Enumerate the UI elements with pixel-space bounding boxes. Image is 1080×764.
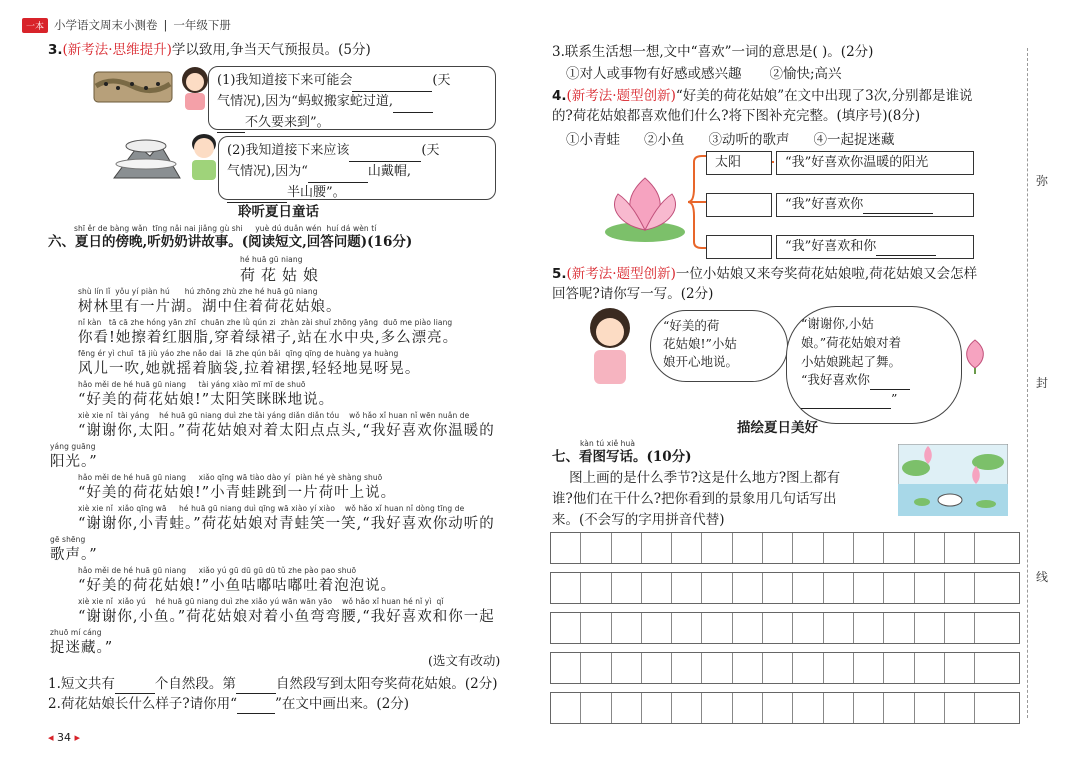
story-pinyin-line: zhuō mí cáng bbox=[50, 628, 102, 637]
writing-grid-cell[interactable] bbox=[551, 693, 581, 723]
story-pinyin-line: xiè xie nǐ tài yáng hé huā gū niang duì zhe tài yáng diǎn diǎn tóu wǒ hǎo xǐ huan nǐ wēn nuǎn de bbox=[78, 411, 470, 420]
writing-grid-cell[interactable] bbox=[702, 613, 732, 643]
writing-grid-cell[interactable] bbox=[702, 533, 732, 563]
blank-proverb-2[interactable] bbox=[308, 182, 368, 183]
writing-grid-cell[interactable] bbox=[945, 653, 975, 683]
bubble-lotus-reply: “谢谢你,小姑 娘。”荷花姑娘对着 小姑娘跳起了舞。 “我好喜欢你 ” bbox=[786, 306, 962, 424]
writing-grid-cell[interactable] bbox=[915, 573, 945, 603]
writing-grid-row bbox=[550, 652, 1020, 684]
q6-4 bbox=[552, 86, 1022, 127]
writing-grid-cell[interactable] bbox=[763, 573, 793, 603]
writing-grid-cell[interactable] bbox=[672, 653, 702, 683]
q3-left-text: 学以致用,争当天气预报员。(5分) bbox=[171, 42, 371, 58]
blank-proverb-1[interactable] bbox=[393, 112, 433, 113]
writing-grid-cell[interactable] bbox=[945, 533, 975, 563]
writing-grid-cell[interactable] bbox=[581, 573, 611, 603]
writing-grid-cell[interactable] bbox=[915, 533, 945, 563]
pond-picture bbox=[898, 444, 1008, 516]
girl-2-illustration bbox=[580, 306, 640, 386]
page-number bbox=[48, 731, 80, 744]
story-body bbox=[50, 286, 520, 658]
q6-4-option4: ④一起捉迷藏 bbox=[813, 132, 895, 148]
writing-grid-cell[interactable] bbox=[763, 533, 793, 563]
diagram-row2 bbox=[776, 193, 974, 217]
q6-3-option2[interactable]: ②愉快;高兴 bbox=[769, 66, 842, 82]
story-pinyin-line: gē shēng bbox=[50, 535, 86, 544]
story-text-line: “谢谢你,小鱼。”荷花姑娘对着小鱼弯弯腰,“我好喜欢和你一起 bbox=[78, 609, 495, 625]
writing-grid-cell[interactable] bbox=[915, 613, 945, 643]
q3-left-number: 3. bbox=[48, 42, 63, 58]
diagram-row3 bbox=[776, 235, 974, 259]
writing-grid-cell[interactable] bbox=[672, 613, 702, 643]
story-text-line: 捉迷藏。” bbox=[50, 640, 114, 656]
writing-grid-cell[interactable] bbox=[975, 573, 1005, 603]
writing-grid-cell[interactable] bbox=[793, 693, 823, 723]
story-pinyin-line: hǎo měi de hé huā gū niang tài yáng xiào mī mī de shuō bbox=[78, 380, 306, 389]
bubble-ants-line3: 不久要来到”。 bbox=[245, 114, 330, 130]
writing-grid-cell[interactable] bbox=[824, 573, 854, 603]
writing-grid-cell[interactable] bbox=[612, 533, 642, 563]
writing-grid-cell[interactable] bbox=[763, 613, 793, 643]
writing-grid-cell[interactable] bbox=[642, 613, 672, 643]
q6-2-a: 2.荷花姑娘长什么样子?请你用“ bbox=[48, 696, 238, 712]
writing-grid-cell[interactable] bbox=[884, 693, 914, 723]
header-title: 小学语文周末小测卷 bbox=[54, 18, 158, 32]
writing-grid-cell[interactable] bbox=[763, 693, 793, 723]
diagram-blank-box-2[interactable] bbox=[706, 235, 772, 259]
bubble-girl-l3: 娘开心地说。 bbox=[663, 354, 739, 370]
diagram-row2-text: “我”好喜欢你 bbox=[785, 197, 864, 212]
story-pinyin-line: nǐ kàn tā cā zhe hóng yān zhī chuān zhe lǜ qún zi zhàn zài shuǐ zhōng yāng duō me piào liang bbox=[78, 318, 453, 327]
q6-1-c: 自然段写到太阳夸奖荷花姑娘。(2分) bbox=[275, 676, 498, 692]
writing-grid-cell[interactable] bbox=[884, 573, 914, 603]
boy-illustration bbox=[186, 132, 222, 186]
q6-3-options bbox=[566, 64, 870, 84]
bubble-girl-compliment bbox=[650, 310, 788, 382]
lotus-illustration bbox=[600, 160, 690, 246]
writing-grid-cell[interactable] bbox=[945, 613, 975, 643]
writing-grid-cell[interactable] bbox=[581, 613, 611, 643]
q6-4-line1: “好美的荷花姑娘”在文中出现了3次,分别都是谁说 bbox=[675, 88, 973, 104]
writing-grid-cell[interactable] bbox=[793, 573, 823, 603]
story-pinyin-line: hǎo měi de hé huā gū niang xiǎo yú gū dū gū dū tǔ zhe pào pao shuō bbox=[78, 566, 357, 575]
q6-1 bbox=[48, 674, 528, 694]
writing-grid-cell[interactable] bbox=[702, 653, 732, 683]
q6-3-option1[interactable]: ①对人或事物有好感或感兴趣 bbox=[566, 66, 742, 82]
story-title-pinyin: hé huā gū niang bbox=[240, 255, 303, 264]
writing-grid-cell[interactable] bbox=[975, 693, 1005, 723]
q6-pinyin: shī ěr de bàng wǎn tīng nǎi nai jiǎng gù shi yuè dú duǎn wén huí dá wèn tí bbox=[74, 224, 377, 233]
writing-grid-cell[interactable] bbox=[733, 573, 763, 603]
writing-grid-cell[interactable] bbox=[824, 653, 854, 683]
bubble-mountain bbox=[218, 136, 496, 200]
bubble-girl-l1: “好美的荷 bbox=[663, 318, 720, 333]
blank-underline-mark[interactable] bbox=[237, 713, 275, 714]
diagram-blank-box-1[interactable] bbox=[706, 193, 772, 217]
q6-heading: 六、夏日的傍晚,听奶奶讲故事。(阅读短文,回答问题)(16分) bbox=[48, 234, 413, 250]
diagram-row3-blank[interactable] bbox=[876, 255, 936, 256]
page-number-text: 34 bbox=[57, 731, 72, 744]
q6-4-tag: (新考法·题型创新) bbox=[566, 88, 676, 104]
writing-grid-cell[interactable] bbox=[854, 573, 884, 603]
story-text-line: “谢谢你,小青蛙。”荷花姑娘对青蛙笑一笑,“我好喜欢你动听的 bbox=[78, 516, 495, 532]
writing-grid-cell[interactable] bbox=[702, 573, 732, 603]
writing-grid-cell[interactable] bbox=[854, 533, 884, 563]
q7-heading: 七、看图写话。(10分) bbox=[552, 449, 692, 465]
writing-grid-cell[interactable] bbox=[945, 693, 975, 723]
q7-line1: 图上画的是什么季节?这是什么地方?图上都有 bbox=[569, 470, 841, 486]
publisher-logo: 一本 bbox=[22, 18, 48, 33]
writing-grid-cell[interactable] bbox=[733, 613, 763, 643]
bubble-mountain-line3: 半山腰”。 bbox=[287, 184, 346, 200]
q6-5-line2: 回答呢?请你写一写。(2分) bbox=[552, 286, 714, 303]
writing-grid-cell[interactable] bbox=[854, 653, 884, 683]
writing-grid-cell[interactable] bbox=[672, 693, 702, 723]
writing-grid-cell[interactable] bbox=[733, 533, 763, 563]
diagram-row1: “我”好喜欢你温暖的阳光 bbox=[776, 151, 974, 175]
ants-illustration bbox=[92, 66, 174, 108]
writing-grid-cell[interactable] bbox=[612, 693, 642, 723]
bubble-lotus-l4: “我好喜欢你 bbox=[801, 372, 870, 388]
q6-4-number: 4. bbox=[552, 88, 567, 104]
story-text-line: 阳光。” bbox=[50, 454, 98, 470]
q6-4-line2: 的?荷花姑娘都喜欢他们什么?将下图补充完整。(填序号)(8分) bbox=[552, 108, 921, 125]
writing-grid-cell[interactable] bbox=[884, 613, 914, 643]
bubble-mountain-line2: 气情况),因为“ bbox=[227, 163, 308, 179]
bubble-ants bbox=[208, 66, 496, 130]
bubble-lotus-blank-1[interactable] bbox=[870, 389, 910, 390]
writing-grid-cell[interactable] bbox=[642, 573, 672, 603]
writing-grid-row bbox=[550, 532, 1020, 564]
story-title: 荷花姑娘 bbox=[240, 266, 325, 284]
q3-left-tag: (新考法·思维提升) bbox=[62, 42, 172, 58]
bubble-ants-line2: 气情况),因为“蚂蚁搬家蛇过道, bbox=[217, 93, 393, 109]
writing-grid-cell[interactable] bbox=[702, 693, 732, 723]
writing-grid-cell[interactable] bbox=[733, 693, 763, 723]
bubble-lotus-l2: 娘。”荷花姑娘对着 bbox=[801, 334, 902, 350]
q3-left-prompt bbox=[48, 40, 518, 60]
writing-grid-cell[interactable] bbox=[612, 653, 642, 683]
story-text-line: “好美的荷花姑娘!”小鱼咕嘟咕嘟吐着泡泡说。 bbox=[78, 578, 397, 594]
writing-grid-row bbox=[550, 572, 1020, 604]
writing-grid-cell[interactable] bbox=[824, 613, 854, 643]
story-pinyin-line: shù lín lǐ yǒu yí piàn hú hú zhōng zhù zhe hé huā gū niang bbox=[78, 287, 318, 296]
story-pinyin-line: xiè xie nǐ xiǎo qīng wā hé huā gū niang duì qīng wā xiào yí xiào wǒ hǎo xǐ huan nǐ dòng tīng de bbox=[78, 504, 465, 513]
story-text-line: 你看!她擦着红胭脂,穿着绿裙子,站在水中央,多么漂亮。 bbox=[78, 330, 459, 346]
writing-grid-cell[interactable] bbox=[642, 533, 672, 563]
writing-grid-cell[interactable] bbox=[884, 533, 914, 563]
writing-grid bbox=[550, 532, 1020, 732]
q6-2 bbox=[48, 694, 528, 714]
writing-grid-cell[interactable] bbox=[854, 613, 884, 643]
writing-grid-cell[interactable] bbox=[824, 533, 854, 563]
writing-grid-cell[interactable] bbox=[612, 573, 642, 603]
bubble-lotus-l1: “谢谢你,小姑 bbox=[801, 316, 874, 331]
q6-1-b: 个自然段。第 bbox=[154, 676, 236, 692]
margin-binding-line bbox=[1027, 48, 1029, 718]
q7-instructions bbox=[552, 468, 892, 531]
bubble-mountain-line1: (2)我知道接下来应该 bbox=[227, 143, 350, 158]
writing-grid-row bbox=[550, 612, 1020, 644]
writing-grid-cell[interactable] bbox=[793, 613, 823, 643]
writing-grid-cell[interactable] bbox=[551, 533, 581, 563]
diagram-row3-text: “我”好喜欢和你 bbox=[785, 239, 877, 254]
writing-grid-cell[interactable] bbox=[945, 573, 975, 603]
q6-5-number: 5. bbox=[552, 266, 567, 282]
margin-char-1: 弥 bbox=[1036, 174, 1049, 188]
writing-grid-cell[interactable] bbox=[612, 613, 642, 643]
blank-weather-2[interactable] bbox=[349, 161, 421, 162]
bubble-lotus-l3: 小姑娘跳起了舞。 bbox=[801, 353, 902, 369]
story-pinyin-line: hǎo měi de hé huā gū niang xiǎo qīng wā tiào dào yí piàn hé yè shàng shuō bbox=[78, 473, 383, 482]
section-listen-title: 聆听夏日童话 bbox=[238, 204, 319, 220]
q6-3 bbox=[552, 42, 1022, 62]
writing-grid-cell[interactable] bbox=[915, 653, 945, 683]
story-pinyin-line: yáng guāng bbox=[50, 442, 96, 451]
writing-grid-cell[interactable] bbox=[581, 693, 611, 723]
writing-grid-cell[interactable] bbox=[915, 693, 945, 723]
q6-4-option3: ③动听的歌声 bbox=[708, 132, 790, 148]
writing-grid-cell[interactable] bbox=[672, 573, 702, 603]
writing-grid-cell[interactable] bbox=[642, 693, 672, 723]
diagram-sun-box: 太阳 bbox=[706, 151, 772, 175]
bubble-mountain-hat: 山戴帽, bbox=[367, 163, 411, 179]
page-prev-arrow: ◂ bbox=[48, 731, 54, 744]
story-source: (选文有改动) bbox=[428, 653, 501, 668]
writing-grid-cell[interactable] bbox=[824, 693, 854, 723]
writing-grid-cell[interactable] bbox=[793, 653, 823, 683]
writing-grid-cell[interactable] bbox=[884, 653, 914, 683]
section-draw-title: 描绘夏日美好 bbox=[737, 420, 818, 436]
small-lotus-icon bbox=[958, 334, 992, 374]
margin-char-2: 封 bbox=[1036, 376, 1049, 390]
bubble-girl-l2: 花姑娘!”小姑 bbox=[663, 336, 737, 352]
q6-1-a: 1.短文共有 bbox=[48, 676, 115, 692]
bubble-mountain-weather: (天 bbox=[421, 143, 440, 158]
story-text-line: “谢谢你,太阳。”荷花姑娘对着太阳点点头,“我好喜欢你温暖的 bbox=[78, 423, 495, 439]
q7-pinyin: kàn tú xiě huà bbox=[580, 439, 636, 448]
story-text-line: 歌声。” bbox=[50, 547, 98, 563]
story-text-line: 风儿一吹,她就摇着脑袋,拉着裙摆,轻轻地晃呀晃。 bbox=[78, 361, 421, 377]
writing-grid-cell[interactable] bbox=[733, 653, 763, 683]
girl-illustration bbox=[178, 66, 212, 112]
q6-3-text: 3.联系生活想一想,文中“喜欢”一词的意思是( )。(2分) bbox=[552, 44, 874, 60]
writing-grid-cell[interactable] bbox=[975, 613, 1005, 643]
writing-grid-cell[interactable] bbox=[581, 653, 611, 683]
q6-4-option1: ①小青蛙 bbox=[566, 132, 620, 148]
writing-grid-cell[interactable] bbox=[854, 693, 884, 723]
writing-grid-cell[interactable] bbox=[581, 533, 611, 563]
blank-weather-1[interactable] bbox=[352, 91, 432, 92]
writing-grid-cell[interactable] bbox=[975, 533, 1005, 563]
q7-line2: 谁?他们在干什么?把你看到的景象用几句话写出 bbox=[552, 490, 837, 507]
writing-grid-cell[interactable] bbox=[551, 653, 581, 683]
writing-grid-cell[interactable] bbox=[763, 653, 793, 683]
bubble-ants-line1: (1)我知道接下来可能会 bbox=[217, 73, 353, 88]
writing-grid-row bbox=[550, 692, 1020, 724]
story-text-line: 树林里有一片湖。湖中住着荷花姑娘。 bbox=[78, 299, 342, 315]
q6-4-option2: ②小鱼 bbox=[644, 132, 685, 148]
margin-char-3: 线 bbox=[1036, 570, 1049, 584]
bubble-ants-weather: (天 bbox=[432, 73, 451, 88]
q6-5-line1: 一位小姑娘又来夸奖荷花姑娘啦,荷花姑娘又会怎样 bbox=[675, 266, 978, 282]
writing-grid-cell[interactable] bbox=[551, 613, 581, 643]
header-subtitle: 一年级下册 bbox=[173, 18, 231, 32]
q6-5 bbox=[552, 264, 1022, 305]
writing-grid-cell[interactable] bbox=[793, 533, 823, 563]
page-header bbox=[22, 14, 231, 36]
header-divider: | bbox=[163, 18, 168, 32]
page-next-arrow: ▸ bbox=[74, 731, 81, 744]
story-pinyin-line: xiè xie nǐ xiǎo yú hé huā gū niang duì zhe xiǎo yú wān wān yāo wǒ hǎo xǐ huan hé nǐ yì qǐ bbox=[78, 597, 444, 606]
writing-grid-cell[interactable] bbox=[672, 533, 702, 563]
writing-grid-cell[interactable] bbox=[975, 653, 1005, 683]
story-text-line: “好美的荷花姑娘!”太阳笑眯眯地说。 bbox=[78, 392, 335, 408]
q6-5-tag: (新考法·题型创新) bbox=[566, 266, 676, 282]
story-text-line: “好美的荷花姑娘!”小青蛙跳到一片荷叶上说。 bbox=[78, 485, 397, 501]
diagram-row2-blank[interactable] bbox=[863, 213, 933, 214]
bubble-lotus-blank-2[interactable] bbox=[801, 408, 891, 409]
writing-grid-cell[interactable] bbox=[551, 573, 581, 603]
q6-2-b: ”在文中画出来。(2分) bbox=[275, 696, 410, 712]
mountain-illustration bbox=[110, 136, 182, 180]
writing-grid-cell[interactable] bbox=[642, 653, 672, 683]
q6-4-options bbox=[566, 130, 895, 150]
story-pinyin-line: fēng ér yì chuī tā jiù yáo zhe nǎo dai lā zhe qún bǎi qīng qīng de huàng ya huàng bbox=[78, 349, 399, 358]
q7-line3: 来。(不会写的字用拼音代替) bbox=[552, 511, 725, 528]
